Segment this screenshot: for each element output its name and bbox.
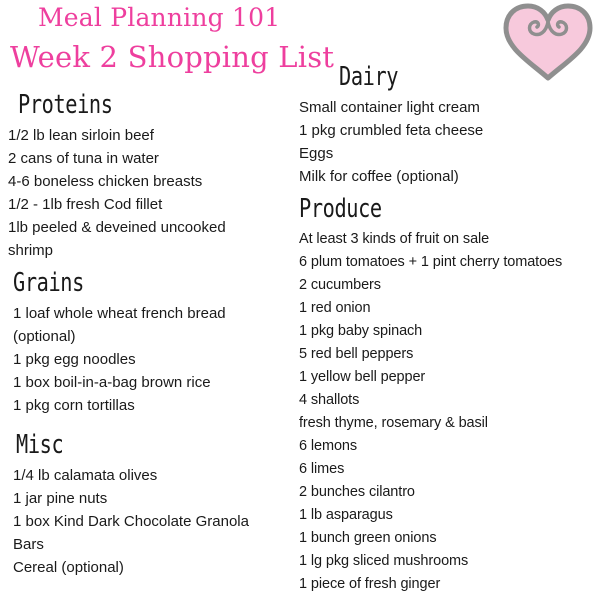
- proteins-heading: Proteins: [18, 90, 113, 120]
- list-item: 1 box Kind Dark Chocolate Granola: [13, 513, 249, 530]
- list-item: Eggs: [299, 145, 334, 162]
- list-item: 1 jar pine nuts: [13, 490, 108, 507]
- list-item: 2 bunches cilantro: [299, 484, 415, 500]
- list-item: 1 lg pkg sliced mushrooms: [299, 553, 469, 569]
- dairy-section: [299, 62, 599, 188]
- list-item: 1/2 - 1lb fresh Cod fillet: [8, 196, 163, 213]
- list-item: Bars: [13, 536, 44, 553]
- produce-heading: Produce: [299, 194, 382, 224]
- list-item: 1 loaf whole wheat french bread: [13, 305, 226, 322]
- dairy-heading: Dairy: [339, 62, 399, 92]
- list-item: (optional): [13, 328, 76, 345]
- list-item: 1/4 lb calamata olives: [13, 467, 158, 484]
- list-item: 1 piece of fresh ginger: [299, 576, 441, 592]
- proteins-list: [8, 124, 308, 262]
- list-item: 1 yellow bell pepper: [299, 369, 426, 385]
- list-item: 6 plum tomatoes + 1 pint cherry tomatoes: [299, 254, 563, 270]
- misc-list: [13, 464, 313, 579]
- grains-list: [13, 302, 313, 417]
- proteins-section: [8, 90, 308, 262]
- list-item: Small container light cream: [299, 99, 480, 116]
- list-item: 2 cans of tuna in water: [8, 150, 159, 167]
- list-item: 1 pkg corn tortillas: [13, 397, 135, 414]
- produce-section: [299, 194, 599, 596]
- list-item: 5 red bell peppers: [299, 346, 414, 362]
- list-item: 6 limes: [299, 461, 345, 477]
- page-title-line1: Meal Planning 101: [38, 3, 281, 32]
- list-item: 1/2 lb lean sirloin beef: [8, 127, 154, 144]
- list-item: 2 cucumbers: [299, 277, 381, 293]
- list-item: Cereal (optional): [13, 559, 124, 576]
- list-item: fresh thyme, rosemary & basil: [299, 415, 488, 431]
- list-item: 1 box boil-in-a-bag brown rice: [13, 374, 211, 391]
- grains-heading: Grains: [13, 268, 84, 298]
- list-item: shrimp: [8, 242, 54, 259]
- list-item: 1 red onion: [299, 300, 371, 316]
- list-item: 1 lb asparagus: [299, 507, 393, 523]
- produce-list: [299, 228, 599, 596]
- misc-heading: Misc: [16, 430, 64, 460]
- dairy-list: [299, 96, 599, 188]
- list-item: 1 pkg baby spinach: [299, 323, 423, 339]
- list-item: 4-6 boneless chicken breasts: [8, 173, 203, 190]
- page-title-line2: Week 2 Shopping List: [10, 40, 335, 74]
- list-item: Milk for coffee (optional): [299, 168, 459, 185]
- list-item: 1 bunch green onions: [299, 530, 437, 546]
- grains-section: [13, 268, 313, 417]
- list-item: At least 3 kinds of fruit on sale: [299, 231, 490, 247]
- list-item: 6 lemons: [299, 438, 358, 454]
- list-item: 4 shallots: [299, 392, 360, 408]
- misc-section: [13, 430, 313, 579]
- list-item: 1 pkg egg noodles: [13, 351, 136, 368]
- list-item: 1lb peeled & deveined uncooked: [8, 219, 226, 236]
- list-item: 1 pkg crumbled feta cheese: [299, 122, 484, 139]
